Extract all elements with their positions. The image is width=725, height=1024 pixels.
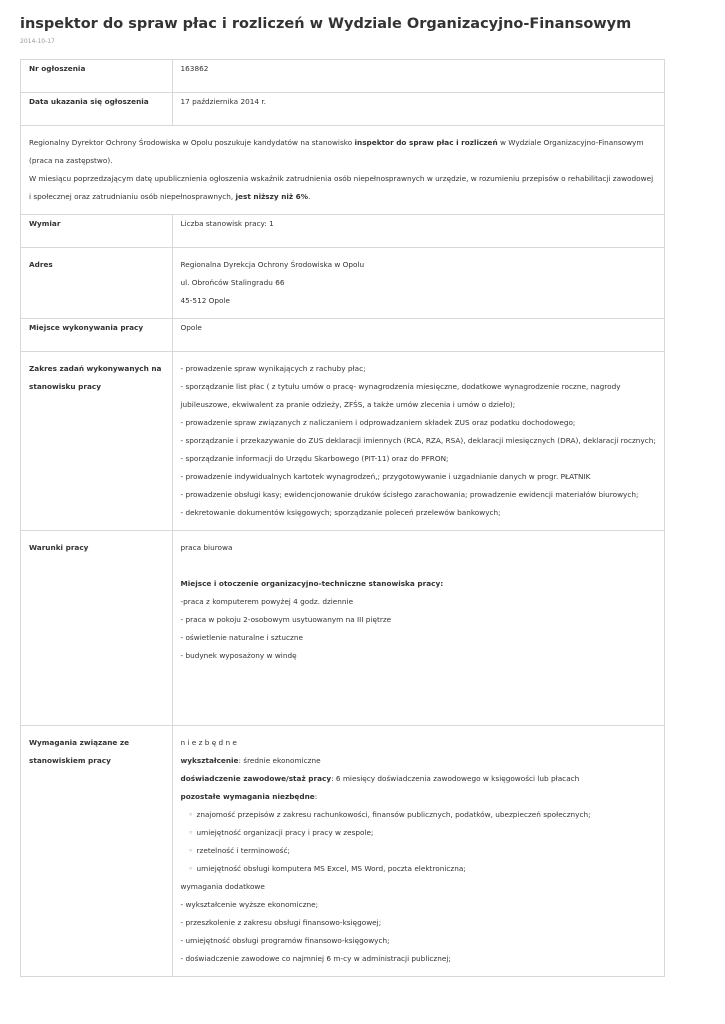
address-line: Regionalna Dyrekcja Ochrony Środowiska w Opolu	[180, 260, 365, 269]
conditions-first: praca biurowa	[180, 543, 233, 552]
value-wymiar: Liczba stanowisk pracy: 1	[172, 215, 664, 248]
row-warunki	[21, 531, 665, 726]
requirement-bullet: ◦ znajomość przepisów z zakresu rachunkowości, finansów publicznych, podatków, ubezpieczeń społecznych;	[181, 806, 656, 824]
value-miejsce: Opole	[172, 319, 664, 352]
disability-text: W miesiącu poprzedzającym datę upublicznienia ogłoszenia wskaźnik zatrudnienia osób niepełnosprawnych w urzędzie, w rozumieniu przepisów o rehabilitacji zawodowej i społecznej oraz zatrudnianiu osób niepełnosprawnych,	[29, 174, 654, 201]
education-label: wykształcenie	[180, 756, 239, 765]
required-heading: n i e z b ę d n e	[180, 738, 237, 747]
additional-item: - przeszkolenie z zakresu obsługi finansowo-księgowej;	[180, 918, 382, 927]
education-value: : średnie ekonomiczne	[238, 756, 321, 765]
value-wymagania	[172, 726, 664, 977]
intro-paragraph-2	[29, 170, 656, 206]
requirement-bullet: ◦ rzetelność i terminowość;	[181, 842, 656, 860]
additional-item: - wykształcenie wyższe ekonomiczne;	[180, 900, 319, 909]
additional-item: - umiejętność obsługi programów finansowo-księgowych;	[180, 936, 390, 945]
experience-requirement	[181, 770, 656, 788]
label-nr: Nr ogłoszenia	[21, 60, 173, 93]
duty-item: - prowadzenie obsługi kasy; ewidencjonowanie druków ścisłego zarachowania; prowadzenie ewidencji materiałów biurowych;	[180, 490, 639, 499]
duty-item: - sporządzanie i przekazywanie do ZUS deklaracji imiennych (RCA, RZA, RSA), deklaracji miesięcznych (DRA), deklaracji rocznych;	[180, 436, 656, 445]
duty-item: - prowadzenie spraw związanych z naliczaniem i odprowadzaniem składek ZUS oraz podatku dochodowego;	[180, 418, 576, 427]
row-wymagania	[21, 726, 665, 977]
disability-rate: jest niższy niż 6%	[235, 192, 309, 201]
condition-item: - budynek wyposażony w windę	[180, 651, 297, 660]
education-requirement	[181, 752, 656, 770]
row-miejsce	[21, 319, 665, 352]
value-warunki	[172, 531, 664, 726]
duty-item: - sporządzanie informacji do Urzędu Skarbowego (PIT-11) oraz do PFRON;	[180, 454, 449, 463]
offer-table	[20, 59, 665, 977]
label-adres: Adres	[21, 248, 173, 319]
label-zakres: Zakres zadań wykonywanych na stanowisku pracy	[21, 352, 173, 531]
intro-position-name: inspektor do spraw płac i rozliczeń	[354, 138, 498, 147]
value-adres	[172, 248, 664, 319]
disability-text-end: .	[308, 192, 311, 201]
row-wymiar	[21, 215, 665, 248]
condition-item: - oświetlenie naturalne i sztuczne	[180, 633, 303, 642]
row-date	[21, 93, 665, 126]
row-zakres	[21, 352, 665, 531]
experience-label: doświadczenie zawodowe/staż pracy	[180, 774, 332, 783]
page-title: inspektor do spraw płac i rozliczeń w Wydziale Organizacyjno-Finansowym	[20, 16, 632, 32]
publish-date: 2014-10-17	[20, 38, 55, 45]
label-date: Data ukazania się ogłoszenia	[21, 93, 173, 126]
intro-paragraph-1	[29, 134, 656, 170]
value-zakres	[172, 352, 664, 531]
experience-value: : 6 miesięcy doświadczenia zawodowego w księgowości lub płacach	[331, 774, 580, 783]
intro-cell	[21, 126, 665, 215]
other-requirements-label: pozostałe wymagania niezbędne	[180, 792, 315, 801]
additional-heading: wymagania dodatkowe	[180, 882, 265, 891]
duty-item: - prowadzenie indywidualnych kartotek wynagrodzeń,; przygotowywanie i uzgadnianie danych w progr. PŁATNIK	[180, 472, 591, 481]
condition-item: -praca z komputerem powyżej 4 godz. dziennie	[180, 597, 354, 606]
row-adres	[21, 248, 665, 319]
value-nr: 163862	[172, 60, 664, 93]
row-intro	[21, 126, 665, 215]
duty-item: - dekretowanie dokumentów księgowych; sporządzanie poleceń przelewów bankowych;	[180, 508, 501, 517]
duty-item: - sporządzanie list płac ( z tytułu umów o pracę- wynagrodzenia miesięczne, dodatkowe wynagrodzenie roczne, nagrody jubileuszowe, ekwiwalent za pranie odzieży, ZFŚS, a także umów zlecenia i umów o dzieło);	[180, 382, 621, 409]
duty-item: - prowadzenie spraw wynikających z rachuby płac;	[180, 364, 366, 373]
conditions-heading: Miejsce i otoczenie organizacyjno-techniczne stanowiska pracy:	[180, 579, 444, 588]
intro-text-end: w Wydziale Organizacyjno-Finansowym (praca na zastępstwo).	[29, 138, 644, 165]
label-warunki: Warunki pracy	[21, 531, 173, 726]
address-line: 45-512 Opole	[180, 296, 231, 305]
label-wymiar: Wymiar	[21, 215, 173, 248]
value-date: 17 października 2014 r.	[172, 93, 664, 126]
condition-item: - praca w pokoju 2-osobowym usytuowanym na III piętrze	[180, 615, 392, 624]
intro-text: Regionalny Dyrektor Ochrony Środowiska w Opolu poszukuje kandydatów na stanowisko	[29, 138, 355, 147]
requirement-bullet: ◦ umiejętność organizacji pracy i pracy w zespole;	[181, 824, 656, 842]
other-requirements	[181, 788, 656, 806]
row-nr	[21, 60, 665, 93]
address-line: ul. Obrońców Stalingradu 66	[180, 278, 285, 287]
additional-item: - doświadczenie zawodowe co najmniej 6 m-cy w administracji publicznej;	[180, 954, 451, 963]
label-wymagania: Wymagania związane ze stanowiskiem pracy	[21, 726, 173, 977]
label-miejsce: Miejsce wykonywania pracy	[21, 319, 173, 352]
requirement-bullet: ◦ umiejętność obsługi komputera MS Excel, MS Word, poczta elektroniczna;	[181, 860, 656, 878]
other-requirements-colon: :	[314, 792, 318, 801]
spacer	[181, 557, 656, 575]
